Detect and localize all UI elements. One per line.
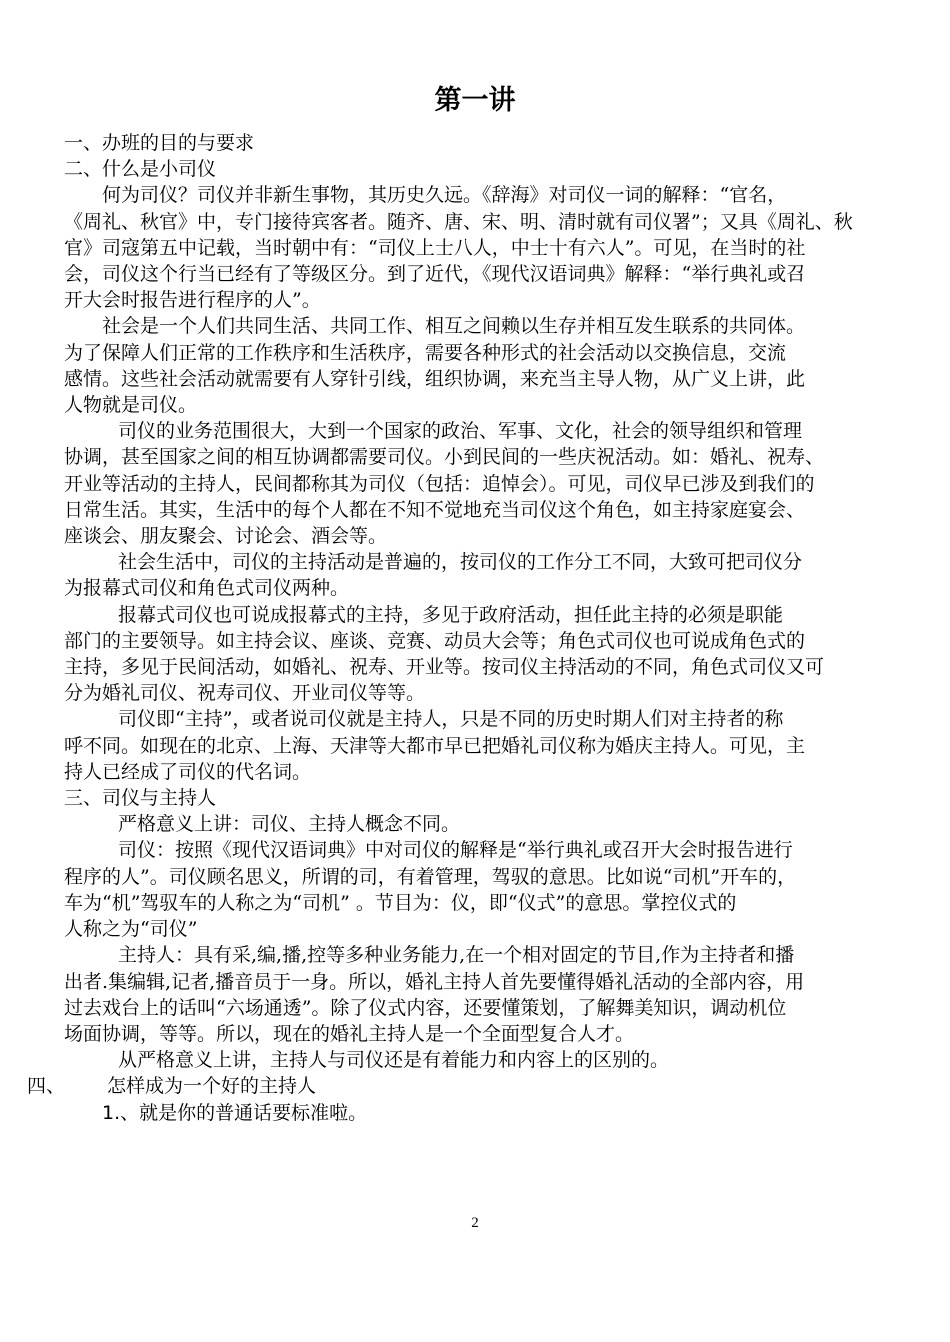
paragraph-line: 何为司仪？司仪并非新生事物，其历史久远。《辞海》对司仪一词的解释：“官名， (102, 184, 787, 207)
page-title: 第一讲 (434, 85, 516, 116)
section-heading-3: 三、司仪与主持人 (64, 787, 217, 810)
paragraph-line: 会，司仪这个行当已经有了等级区分。到了近代，《现代汉语词典》解释：“举行典礼或召 (64, 263, 806, 286)
paragraph-line: 部门的主要领导。如主持会议、座谈、竞赛、动员大会等；角色式司仪也可说成角色式的 (64, 629, 806, 652)
section-heading-1: 一、办班的目的与要求 (64, 132, 255, 154)
paragraph-line: 持人已经成了司仪的代名词。 (64, 760, 312, 783)
paragraph-line: 出者.集编辑,记者,播音员于一身。所以，婚礼主持人首先要懂得婚礼活动的全部内容，用 (64, 970, 805, 993)
paragraph-line: 社会生活中，司仪的主持活动是普遍的，按司仪的工作分工不同，大致可把司仪分 (118, 551, 803, 574)
paragraph-line: 司仪的业务范围很大，大到一个国家的政治、军事、文化，社会的领导组织和管理 (118, 420, 803, 443)
paragraph-line: 座谈会、朋友聚会、讨论会、酒会等。 (64, 525, 388, 548)
paragraph-line: 协调，甚至国家之间的相互协调都需要司仪。小到民间的一些庆祝活动。如：婚礼、祝寿、 (64, 446, 825, 469)
paragraph-line: 感情。这些社会活动就需要有人穿针引线，组织协调，来充当主导人物，从广义上讲，此 (64, 367, 806, 390)
paragraph-line: 日常生活。其实，生活中的每个人都在不知不觉地充当司仪这个角色，如主持家庭宴会、 (64, 498, 806, 521)
list-item: 1.、就是你的普通话要标准啦。 (102, 1101, 368, 1124)
paragraph-line: 为了保障人们正常的工作秩序和生活秩序，需要各种形式的社会活动以交换信息，交流 (64, 341, 787, 364)
paragraph-line: 主持人：具有采,编,播,控等多种业务能力,在一个相对固定的节目,作为主持者和播 (118, 944, 795, 967)
paragraph-line: 场面协调，等等。所以，现在的婚礼主持人是一个全面型复合人才。 (64, 1022, 635, 1045)
paragraph-line: 主持，多见于民间活动，如婚礼、祝寿、开业等。按司仪主持活动的不同，角色式司仪又可 (64, 656, 825, 679)
paragraph-line: 人物就是司仪。 (64, 394, 198, 417)
paragraph-line: 官》司寇第五中记载，当时朝中有：“司仪上士八人，中士十有六人”。可见，在当时的社 (64, 236, 806, 259)
paragraph-line: 呼不同。如现在的北京、上海、天津等大都市早已把婚礼司仪称为婚庆主持人。可见，主 (64, 734, 806, 757)
section-heading-4 (27, 1073, 890, 1099)
paragraph-line: 分为婚礼司仪、祝寿司仪、开业司仪等等。 (64, 682, 426, 705)
paragraph-line: 报幕式司仪也可说成报幕式的主持，多见于政府活动，担任此主持的必须是职能 (118, 603, 784, 626)
document-body (27, 130, 890, 1126)
paragraph-line: 开大会时报告进行程序的人”。 (64, 289, 321, 312)
page-number: 2 (471, 1215, 479, 1231)
paragraph-line: 司仪：按照《现代汉语词典》中对司仪的解释是“举行典礼或召开大会时报告进行 (118, 839, 793, 862)
paragraph-line: 车为“机”驾驭车的人称之为“司机” 。节目为：仪，即“仪式”的意思。掌控仪式的 (64, 891, 737, 914)
section-heading-text: 怎样成为一个好的主持人 (107, 1075, 317, 1098)
paragraph-line: 《周礼、秋官》中，专门接待宾客者。随齐、唐、宋、明、清时就有司仪署”；又具《周礼、秋 (64, 210, 853, 233)
paragraph-line: 程序的人”。司仪顾名思义，所谓的司，有着管理，驾驭的意思。比如说“司机”开车的， (64, 865, 797, 888)
paragraph-line: 过去戏台上的话叫“六场通透”。除了仪式内容，还要懂策划，了解舞美知识，调动机位 (64, 996, 787, 1019)
section-heading-2: 二、什么是小司仪 (64, 158, 217, 181)
paragraph-line: 严格意义上讲：司仪、主持人概念不同。 (118, 813, 461, 836)
section-number: 四、 (27, 1075, 66, 1098)
paragraph-line: 社会是一个人们共同生活、共同工作、相互之间赖以生存并相互发生联系的共同体。 (102, 315, 806, 338)
paragraph-line: 从严格意义上讲，主持人与司仪还是有着能力和内容上的区别的。 (118, 1049, 670, 1072)
paragraph-line: 为报幕式司仪和角色式司仪两种。 (64, 577, 350, 600)
paragraph-line: 开业等活动的主持人，民间都称其为司仪（包括：追悼会）。可见，司仪早已涉及到我们的 (64, 472, 815, 495)
paragraph-line: 人称之为“司仪” (64, 918, 198, 941)
paragraph-line: 司仪即“主持”，或者说司仪就是主持人，只是不同的历史时期人们对主持者的称 (118, 708, 784, 731)
